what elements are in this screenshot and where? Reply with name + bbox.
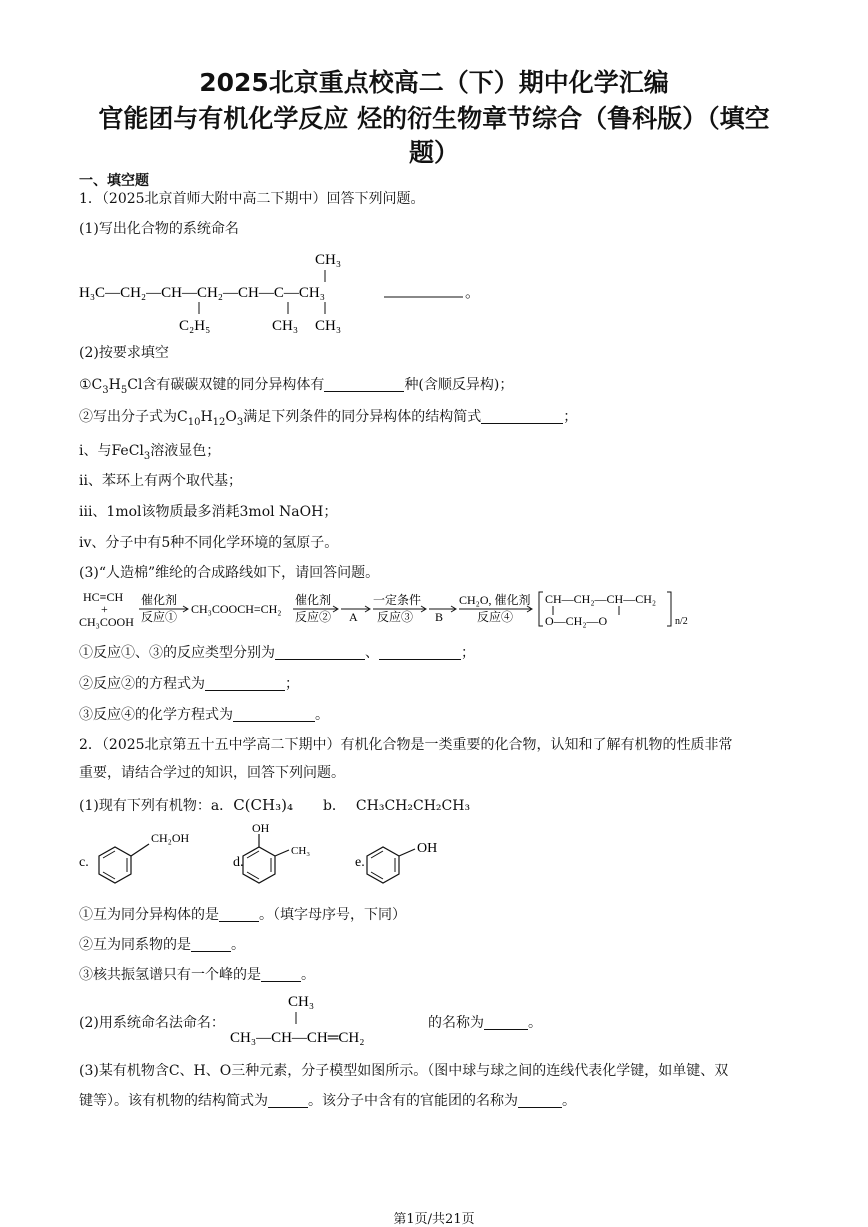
compound-e-benzene-ring <box>367 847 415 883</box>
q1-condition-3: iii、1mol该物质最多消耗3mol NaOH； <box>79 504 338 520</box>
compound-c-benzene-ring <box>99 844 149 883</box>
compound-c-substituent: CH₂OH <box>151 831 190 845</box>
answer-blank[interactable] <box>484 1015 528 1030</box>
q2-part3-line-1: (3)某有机物含C、H、O三种元素，分子模型如图所示。（图中球与球之间的连线代表化学键，如单键、双 <box>79 1063 729 1079</box>
q2-intro-line-2: 重要，请结合学过的知识，回答下列问题。 <box>79 765 345 781</box>
answer-blank[interactable] <box>219 907 259 922</box>
answer-blank[interactable] <box>324 377 404 392</box>
scheme-A: A <box>349 610 358 624</box>
q1-reaction-1: ①反应①、③的反应类型分别为 、 ； <box>79 645 475 661</box>
q2-sub-1: ①互为同分异构体的是 。（填字母序号，下同） <box>79 907 406 923</box>
q2-sub-2: ②互为同系物的是 。 <box>79 937 245 953</box>
struct1-ch3-bottom-1: CH₃ <box>272 318 299 334</box>
p2-ch3-branch: CH₃ <box>288 994 315 1010</box>
page-footer: 第1页/共21页 <box>393 1212 475 1227</box>
scheme-step3: 反应③ <box>377 610 414 624</box>
q1-reaction-3: ③反应④的化学方程式为 。 <box>79 707 329 723</box>
answer-blank[interactable] <box>518 1093 562 1108</box>
q2-part2-answer: 的名称为 。 <box>428 1015 542 1031</box>
scheme-plus: + <box>101 602 108 616</box>
struct1-ch3-top: CH₃ <box>315 252 342 268</box>
p2-main-chain: CH₃—CH—CH═CH₂ <box>230 1030 365 1046</box>
section-heading: 一、填空题 <box>79 173 149 189</box>
q1-structure-1 <box>79 244 499 336</box>
compound-e-label: e. <box>355 855 365 870</box>
answer-blank[interactable] <box>268 1093 308 1108</box>
struct1-c2h5: C₂H₅ <box>179 318 211 334</box>
scheme-acetylene: HC≡CH <box>83 590 124 604</box>
answer-blank[interactable] <box>233 707 315 722</box>
answer-blank[interactable] <box>261 967 301 982</box>
q1-condition-2: ii、苯环上有两个取代基； <box>79 473 242 489</box>
compound-d-benzene-ring <box>243 834 289 883</box>
q1-part2: (2)按要求填空 <box>79 345 169 361</box>
compound-c-label: c. <box>79 855 89 870</box>
scheme-n-over-2: n/2 <box>675 616 688 627</box>
scheme-cat1: 催化剂 <box>141 593 178 607</box>
compound-d-label: d. <box>233 855 244 870</box>
q1-condition-1: i、与FeCl$_3$溶液显色； <box>79 443 221 462</box>
scheme-product1: CH₃COOCH=CH₂ <box>191 602 282 616</box>
struct1-end: 。 <box>465 285 481 301</box>
compound-d-ch3: CH₃ <box>291 845 311 857</box>
compound-e-oh: OH <box>417 841 438 856</box>
q2-part2-structure <box>230 990 430 1050</box>
q2-part2-label: (2)用系统命名法命名： <box>79 1015 225 1031</box>
q1-synthesis-scheme <box>79 588 719 632</box>
scheme-step4: 反应④ <box>477 610 514 624</box>
q1-condition-4: iv、分子中有5种不同化学环境的氢原子。 <box>79 535 339 551</box>
title-line-2: 官能团与有机化学反应 烃的衍生物章节综合（鲁科版）（填空 <box>98 104 770 133</box>
compound-d-oh: OH <box>252 822 270 835</box>
scheme-acetic-acid: CH₃COOH <box>79 615 134 629</box>
scheme-B: B <box>435 610 444 624</box>
scheme-step2: 反应② <box>295 610 332 624</box>
scheme-cat4: CH₂O, 催化剂 <box>459 593 531 607</box>
q1-part1: (1)写出化合物的系统命名 <box>79 221 239 237</box>
q1-part2-item2: ②写出分子式为$C_{10}H_{12}O_3$满足下列条件的同分异构体的结构简式 ； <box>79 409 578 428</box>
title-line-3: 题） <box>408 138 459 167</box>
title-line-1: 2025北京重点校高二（下）期中化学汇编 <box>199 68 669 97</box>
q1-part2-item1: $①C_3H_5Cl$含有碳碳双键的同分异构体有 种(含顺反异构)； <box>79 377 514 396</box>
scheme-polymer-bottom: O—CH₂—O <box>545 614 608 628</box>
q2-sub-3: ③核共振氢谱只有一个峰的是 。 <box>79 967 315 983</box>
scheme-polymer-top: CH—CH₂—CH—CH₂ <box>545 592 657 606</box>
struct1-main-chain: H₃C—CH₂—CH—CH₂—CH—C—CH₃ <box>79 285 325 301</box>
scheme-step1: 反应① <box>141 610 178 624</box>
q2-part3-line-2: 键等）。该有机物的结构简式为 。该分子中含有的官能团的名称为 。 <box>79 1093 576 1109</box>
answer-blank[interactable] <box>205 676 285 691</box>
answer-blank[interactable] <box>481 409 563 424</box>
scheme-cond3: 一定条件 <box>373 593 422 607</box>
q2-intro-line-1: 2．（2025北京第五十五中学高二下期中）有机化合物是一类重要的化合物，认知和了解有机物的性质非常 <box>79 737 733 753</box>
q1-part3: (3)“人造棉”维纶的合成路线如下，请回答问题。 <box>79 565 380 581</box>
answer-blank[interactable] <box>191 937 231 952</box>
struct1-ch3-bottom-2: CH₃ <box>315 318 342 334</box>
q1-reaction-2: ②反应②的方程式为 ； <box>79 676 299 692</box>
scheme-cat2: 催化剂 <box>295 593 332 607</box>
q2-part1: (1)现有下列有机物：a．C(CH₃)₄ b． CH₃CH₂CH₂CH₃ <box>79 796 471 814</box>
q1-intro: 1．（2025北京首师大附中高二下期中）回答下列问题。 <box>79 191 425 207</box>
answer-blank[interactable] <box>275 645 365 660</box>
answer-blank[interactable] <box>379 645 461 660</box>
q2-compound-structures <box>79 822 479 900</box>
